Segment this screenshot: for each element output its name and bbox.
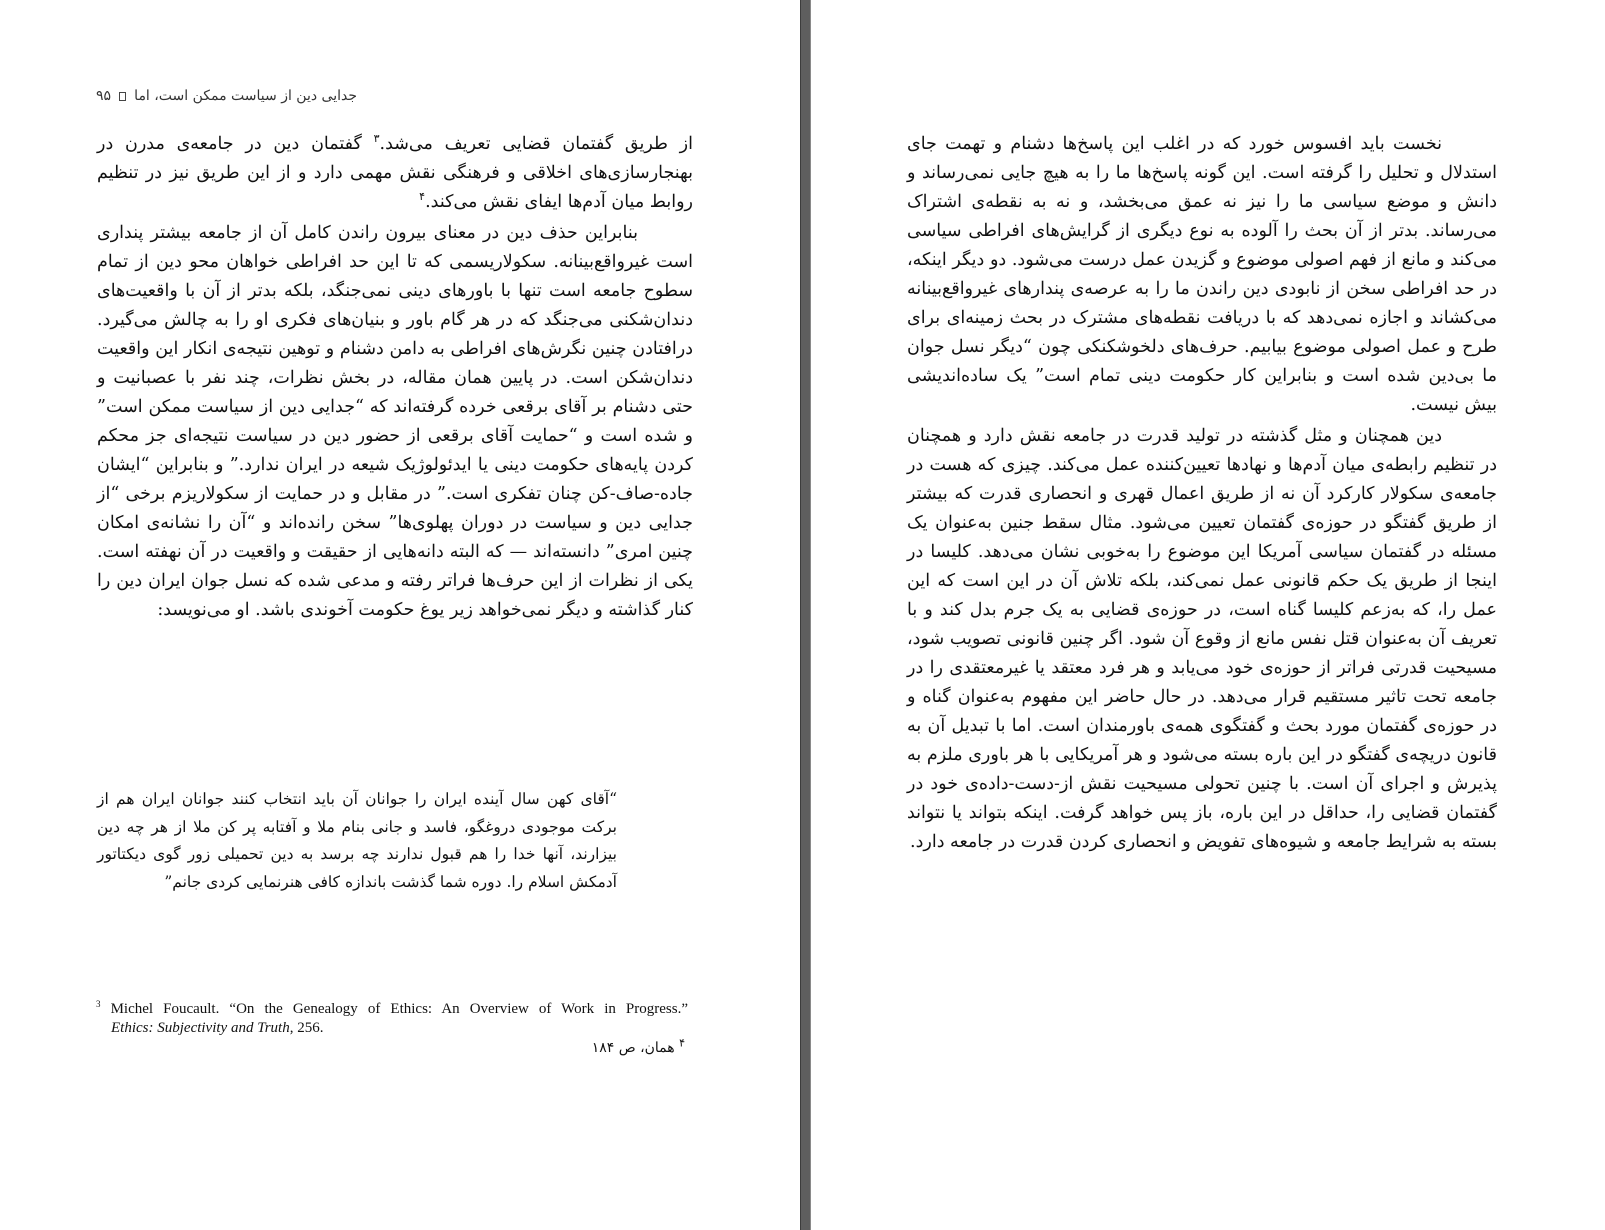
footnote-ref-4[interactable]: ۴ — [419, 190, 426, 204]
footnote-3-page: , 256. — [289, 1020, 324, 1036]
paragraph: بنابراین حذف دین در معنای بیرون راندن کامل آن از جامعه بیشتر پنداری است غیرواقع‌بینانه. سکولاریسمی که تا این حد افراطی خواهان محو دین از تمام سطوح جامعه است تنها با باورهای دینی نمی‌جنگد، بلکه بدتر از آن با واقعیت‌های دندان‌شکنی می‌جنگد که در هر گام باور و بنیان‌های فکری او را به چالش می‌گیرد. درافتادن چنین نگرش‌های افراطی به دامن دشنام و توهین نتیجه‌ی انکار این واقعیت دندان‌شکن است. در پایین همان مقاله، در بخش نظرات، چند نفر با عصبانیت و حتی دشنام بر آقای برقعی خرده گرفته‌اند که “جدایی دین از سیاست ممکن است” و شده است و “حمایت آقای برقعی از حضور دین در سیاست نتیجه‌ای جز محکم کردن پایه‌های حکومت دینی یا ایدئولوژیک شیعه در ایران ندارد.” و بنابراین “ایشان جاده-صاف-کن چنان تفکری است.” در مقابل و در حمایت از سکولاریزم برخی “از جدایی دین و سیاست در دوران پهلوی‌ها” سخن رانده‌اند و “آن را نشانه‌ی امکان چنین امری” دانسته‌اند — که البته دانه‌هایی از حقیقت و واقعیت در آن نهفته است. یکی از نظرات از این حرف‌ها فراتر رفته و مدعی شده که نسل جوان ایران دین را کنار گذاشته و دیگر نمی‌خواهد زیر یوغ حکومت آخوندی باشد. او می‌نویسد: — [97, 223, 693, 620]
left-body-text — [97, 130, 693, 627]
paragraph: دین همچنان و مثل گذشته در تولید قدرت در جامعه نقش دارد و همچنان در تنظیم رابطه‌ی میان آدم‌ها و نهادها تعیین‌کننده عمل می‌کند. چیزی که هست در جامعه‌ی سکولار کارکرد آن نه از طریق اعمال قهری و انحصاری قدرت که بیشتر از طریق گفتگو در حوزه‌ی گفتمان تعیین می‌شود. مثال سقط جنین به‌عنوان یک مسئله در گفتمان سیاسی آمریکا این موضوع را به‌خوبی نشان می‌دهد. کلیسا در اینجا از طریق یک حکم قانونی عمل نمی‌کند، بلکه تلاش آن در این است که این عمل را، که به‌زعم کلیسا گناه است، در حوزه‌ی قضایی به یک جرم بدل کند و با تعریف آن به‌عنوان قتل نفس مانع از وقوع آن شود. اگر چنین قانونی تصویب شود، مسیحیت قدرتی فراتر از حوزه‌ی خود می‌یابد و هر فرد معتقد یا غیرمعتقدی را در جامعه تحت تاثیر مستقیم قرار می‌دهد. در حال حاضر این مفهوم به‌عنوان گناه و در حوزه‌ی گفتمان مورد بحث و گفتگوی همه‌ی باورمندان است. اما با تبدیل آن به قانون دریچه‌ی گفتگو در این باره بسته می‌شود و هر آمریکایی با هر باوری ملزم به پذیرش و اجرای آن است. با چنین تحولی مسیحیت نقش از-دست-داده‌ی خود در گفتمان قضایی را، حداقل در این باره، باز پس خواهد گرفت. اینکه بتواند یا نتواند بسته به شرایط جامعه و شیوه‌های تفویض و انحصاری کردن قدرت در جامعه دارد. — [907, 426, 1497, 852]
footnote-number: ۴ — [679, 1036, 685, 1050]
right-page — [811, 0, 1605, 1230]
right-body-text — [907, 130, 1497, 859]
footnote-4-text: همان، ص ۱۸۴ — [591, 1040, 680, 1056]
footnote-4 — [560, 1036, 685, 1056]
footnote-number: 3 — [96, 999, 101, 1009]
running-head — [96, 88, 357, 104]
square-icon — [119, 92, 126, 101]
footnote-3 — [96, 1000, 688, 1038]
paragraph-text: از طریق گفتمان قضایی تعریف می‌شد. — [379, 134, 693, 154]
paragraph-text: گفتمان دین در جامعه‌ی مدرن در بهنجارسازی‌های اخلاقی و فرهنگی نقش مهمی دارد و از این طریق نیز در تنظیم روابط میان آدم‌ها ایفای نقش می‌کند. — [97, 134, 693, 212]
book-spine — [800, 0, 811, 1230]
paragraph: نخست باید افسوس خورد که در اغلب این پاسخ‌ها دشنام و تهمت جای استدلال و تحلیل را گرفته است. این گونه پاسخ‌ها ما را به هیچ جایی نمی‌رساند و دانش و موضع سیاسی ما را نیز نه عمق می‌بخشد، و نه به نقطه‌ی اشتراک می‌رساند. بدتر از آن بحث را آلوده به نوع دیگری از گرایش‌های افراطی سیاسی می‌کند و مانع از فهم اصولی موضوع و گزیدن عمل درست می‌شود. دو دیگر اینکه، در حد افراطی سخن از نابودی دین راندن ما را به عرصه‌ی پندارهای غیرواقع‌بینانه می‌کشاند و اجازه نمی‌دهد که با دریافت نقطه‌های مشترک در بحث زمینه‌ای برای طرح و عمل اصولی موضوع بیابیم. حرف‌های دلخوشکنکی چون “دیگر نسل جوان ما بی‌دین شده است و بنابراین کار حکومت دینی تمام است” یک ساده‌اندیشی بیش نیست. — [907, 134, 1497, 415]
page-number: ۹۵ — [96, 88, 112, 104]
footnote-3-book-title: Ethics: Subjectivity and Truth — [111, 1020, 290, 1036]
block-quote: “آقای کهن سال آینده ایران را جوانان آن باید انتخاب کنند جوانان ایران هم از برکت موجودی دروغگو، فاسد و جانی بنام ملا و آفتابه پر کن ملا از هر چه دین بیزارند، آنها خدا را هم قبول ندارند چه برسد به دین تحمیلی زور گوی دیکتاتور آدمکش اسلام را. دوره شما گذشت باندازه کافی هنرنمایی کردی جانم” — [97, 790, 617, 891]
footnote-3-text: Michel Foucault. “On the Genealogy of Ethics: An Overview of Work in Progress.” — [110, 1001, 688, 1017]
footnote-3-line2 — [96, 1019, 688, 1038]
footnote-ref-3[interactable]: ۳ — [373, 132, 380, 146]
running-head-title: جدایی دین از سیاست ممکن است، اما — [134, 88, 357, 104]
left-page — [0, 0, 800, 1230]
footnote-3-line1 — [96, 1000, 688, 1019]
paragraph — [97, 130, 693, 217]
